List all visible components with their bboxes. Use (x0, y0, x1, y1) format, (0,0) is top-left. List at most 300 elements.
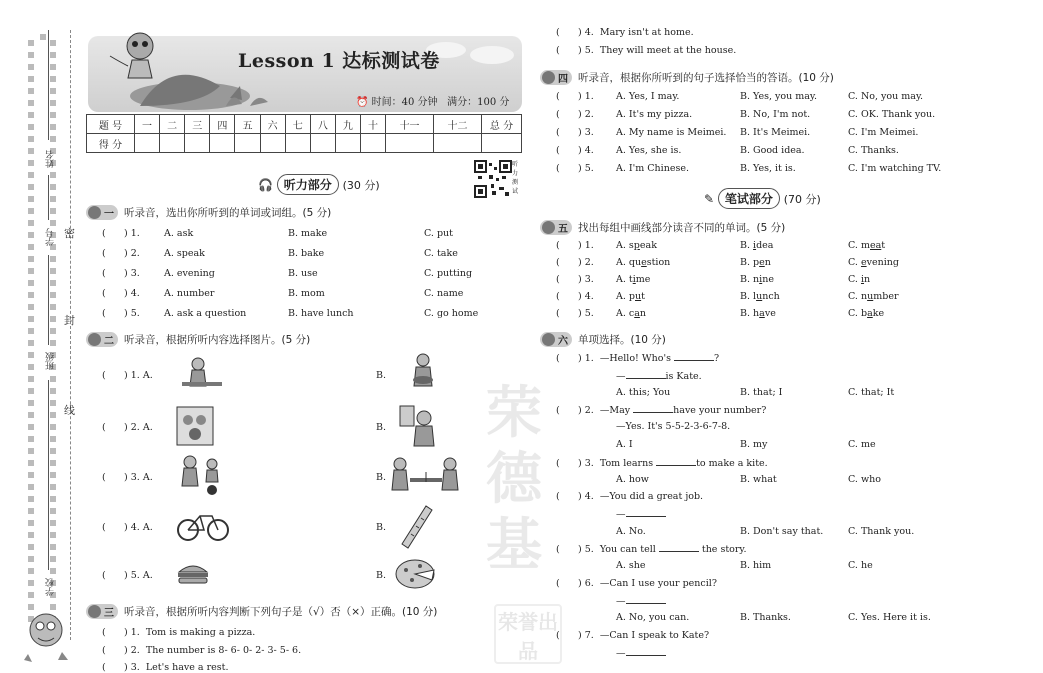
seal-mi: 密 (64, 227, 75, 240)
word-part: p (628, 291, 635, 302)
option-a: A. (142, 370, 153, 381)
score-value-label: 得 分 (87, 134, 135, 153)
question-number: 3. (584, 458, 594, 469)
full-score-label: 满分：100 分 (447, 97, 510, 108)
question-row: ( ) 2. A. (102, 422, 153, 433)
score-header-cell: 七 (285, 115, 310, 134)
answer-bracket[interactable]: ( (102, 370, 106, 381)
class-line (48, 255, 49, 345)
option-a: A. evening (164, 268, 215, 279)
time-label: 时间：40 分钟 (371, 97, 438, 108)
option-letter: A. (616, 274, 629, 285)
option-b: B. Thanks. (740, 612, 791, 623)
question-row: ( ) 5. They will meet at the house. (556, 45, 737, 56)
score-header-cell: 四 (210, 115, 235, 134)
underlined-part: i (860, 274, 865, 285)
question-row: ( ) 3. (102, 268, 140, 279)
option-letter: B. (740, 257, 754, 268)
question-text: is Kate. (665, 371, 702, 382)
option-c (848, 240, 885, 251)
question-row: ( ) 2. —May have your number? (556, 405, 767, 416)
section-3-heading (86, 604, 437, 619)
answer-bracket[interactable]: ( (556, 491, 560, 502)
answer-blank[interactable] (626, 370, 666, 379)
option-letter: C. (848, 240, 861, 251)
question-number: 2. (584, 109, 594, 120)
answer-bracket[interactable]: ( (556, 163, 560, 174)
question-row: ( ) 1. (556, 91, 594, 102)
answer-bracket[interactable]: ( (556, 27, 560, 38)
header-mascot-icon (100, 26, 240, 112)
option-letter: C. (848, 257, 861, 268)
option-a: A. (142, 472, 153, 483)
answer-blank[interactable] (633, 404, 673, 413)
option-c: C. I'm watching TV. (848, 163, 942, 174)
pencil-scroll-icon: ✎ (704, 192, 715, 206)
word-part: c (628, 308, 635, 319)
option-b: B. make (288, 228, 328, 239)
question-text: Tom learns (599, 458, 654, 469)
option-a: A. It's my pizza. (616, 109, 693, 120)
underlined-part: u (635, 291, 642, 302)
question-row: ( ) 3. (556, 127, 594, 138)
option-a: A. this; You (616, 387, 671, 398)
listening-part-title: 听力部分 (277, 174, 339, 195)
option-c: C. OK. Thank you. (848, 109, 936, 120)
option-a: A. My name is Meimei. (616, 127, 727, 138)
section-4-heading (540, 70, 834, 85)
score-input-cell[interactable] (482, 134, 522, 153)
binding-dash-line (70, 30, 71, 640)
question-row: ( ) 7. —Can I speak to Kate? (556, 630, 710, 641)
answer-blank[interactable] (626, 595, 666, 604)
question-row: ( ) 4. (556, 145, 594, 156)
underlined-part: a (759, 308, 765, 319)
section-6-title: 单项选择。(10 分) (578, 334, 666, 346)
question-number: 1. (130, 228, 140, 239)
underlined-part: e (759, 257, 765, 268)
mascot-face-icon (88, 206, 101, 219)
option-letter: B. (740, 308, 754, 319)
option-b: B. It's Meimei. (740, 127, 811, 138)
option-c: C. putting (424, 268, 473, 279)
option-letter: A. (616, 308, 629, 319)
score-input-cell[interactable] (260, 134, 285, 153)
question-row: ( ) 1. A. (102, 370, 153, 381)
question-number: 1. (584, 91, 594, 102)
question-row: ( ) 1. (556, 240, 594, 251)
name-line (48, 30, 49, 140)
boy-with-pizza-icon (406, 352, 440, 392)
question-text: the story. (701, 544, 747, 555)
option-c: C. take (424, 248, 458, 259)
question-number: 5. (584, 544, 594, 555)
option-a (616, 308, 646, 319)
option-b: B. mom (288, 288, 325, 299)
word-part: n (764, 257, 771, 268)
option-a: A. number (164, 288, 215, 299)
name-label: 姓名 (46, 150, 56, 168)
section-1-heading (86, 205, 331, 220)
question-row: ( ) 5. (102, 308, 140, 319)
answer-bracket[interactable]: ( (102, 248, 106, 259)
answer-bracket[interactable]: ( (102, 662, 106, 673)
question-number: 4. (584, 491, 594, 502)
question-row: ( ) 5. You can tell the story. (556, 544, 747, 555)
question-text: — (616, 371, 626, 382)
watermark-char: 德 (486, 446, 542, 512)
question-line (616, 508, 666, 520)
option-c: C. Thank you. (848, 526, 915, 537)
question-number: 3. (584, 127, 594, 138)
section-3-title: 听录音，根据所听内容判断下列句子是（√）否（×）正确。(10 分) (124, 606, 438, 618)
family-photo-icon (176, 406, 214, 446)
section-number: 五 (558, 224, 568, 235)
question-row: ( ) 5. A. (102, 570, 153, 581)
option-a: A. how (616, 474, 649, 485)
answer-bracket[interactable]: ( (556, 127, 560, 138)
question-number: 1. (584, 240, 594, 251)
underlined-part: a (634, 308, 640, 319)
score-input-cell[interactable] (386, 134, 434, 153)
word-part: h (753, 308, 760, 319)
question-text: —Can I use your pencil? (599, 578, 717, 589)
option-a: A. I (616, 439, 633, 450)
score-header-cell: 三 (185, 115, 210, 134)
listening-part-heading (258, 174, 380, 195)
question-row: ( ) 3. A. (102, 472, 153, 483)
option-b: B. (376, 370, 387, 381)
underlined-part: u (867, 291, 874, 302)
cloud-decoration (470, 46, 514, 64)
score-header-cell: 总 分 (482, 115, 522, 134)
option-c: C. who (848, 474, 881, 485)
option-b: B. what (740, 474, 777, 485)
option-a: A. she (616, 560, 646, 571)
option-b (740, 240, 773, 251)
answer-bracket[interactable]: ( (102, 522, 106, 533)
statement: The number is 8- 6- 0- 2- 3- 5- 6. (145, 645, 302, 656)
answer-bracket[interactable]: ( (556, 45, 560, 56)
question-number: 1. (584, 353, 594, 364)
question-text: —Can I speak to Kate? (599, 630, 710, 641)
question-text: have your number? (673, 405, 767, 416)
binding-border (22, 28, 62, 628)
question-number: 3. (584, 274, 594, 285)
underlined-part: ea (870, 240, 882, 251)
option-letter: C. (848, 291, 861, 302)
question-number: 3. (130, 662, 140, 673)
option-c: C. he (848, 560, 873, 571)
option-c: C. me (848, 439, 876, 450)
word-part: qu (628, 257, 642, 268)
watermark-char: 基 (486, 512, 542, 578)
option-a: A. (142, 522, 153, 533)
option-a: A. I'm Chinese. (616, 163, 689, 174)
leaf-decoration-icon (224, 88, 274, 108)
option-c (848, 291, 899, 302)
section-1-title: 听录音，选出你所听到的单词或词组。(5 分) (124, 207, 332, 219)
section-5-title: 找出每组中画线部分读音不同的单词。(5 分) (578, 222, 786, 234)
option-b: B. Yes, you may. (740, 91, 818, 102)
question-text: to make a kite. (696, 458, 768, 469)
answer-blank[interactable] (656, 457, 696, 466)
answer-bracket[interactable]: ( (556, 291, 560, 302)
answer-bracket[interactable]: ( (556, 405, 560, 416)
option-letter: A. (616, 257, 629, 268)
question-row: ( ) 2. The number is 8- 6- 0- 2- 3- 5- 6. (102, 645, 302, 656)
option-b (740, 274, 774, 285)
watermark (486, 380, 566, 578)
score-header-cell: 八 (310, 115, 335, 134)
score-header-cell: 十一 (386, 115, 434, 134)
question-number: 2. (584, 257, 594, 268)
question-row: ( ) 4. Mary isn't at home. (556, 27, 694, 38)
section-2-heading (86, 332, 310, 347)
option-a (616, 257, 670, 268)
score-header-cell: 一 (135, 115, 160, 134)
answer-blank[interactable] (626, 647, 666, 656)
statement: They will meet at the house. (599, 45, 737, 56)
answer-bracket[interactable]: ( (102, 472, 106, 483)
option-c (848, 308, 884, 319)
boy-making-pizza-icon (178, 356, 226, 392)
underlined-part: i (759, 274, 763, 285)
question-line: —Yes. It's 5-5-2-3-6-7-8. (616, 421, 731, 432)
girl-on-phone-icon (398, 404, 438, 448)
answer-bracket[interactable]: ( (556, 240, 560, 251)
question-row: ( ) 3. Tom learns to make a kite. (556, 458, 768, 469)
word-part: s (628, 240, 634, 251)
question-row: ( ) 5. (556, 163, 594, 174)
option-b: B. No, I'm not. (740, 109, 811, 120)
option-a: A. ask (164, 228, 194, 239)
kids-playing-football-icon (176, 454, 226, 496)
question-text: — (616, 596, 626, 607)
option-b: B. Yes, it is. (740, 163, 796, 174)
question-line (616, 370, 702, 382)
score-input-cell[interactable] (185, 134, 210, 153)
question-row: ( ) 5. (556, 308, 594, 319)
statement: Tom is making a pizza. (145, 627, 256, 638)
section-badge (540, 332, 572, 347)
question-number: 2. (584, 405, 594, 416)
answer-bracket[interactable]: ( (556, 109, 560, 120)
option-b: B. use (288, 268, 318, 279)
option-b (740, 308, 776, 319)
question-line (616, 595, 666, 607)
option-c: C. name (424, 288, 464, 299)
word-part: mber (873, 291, 899, 302)
answer-bracket[interactable]: ( (102, 570, 106, 581)
score-header-cell: 题 号 (87, 115, 135, 134)
answer-bracket[interactable]: ( (556, 91, 560, 102)
underlined-part: u (756, 291, 763, 302)
word-part: ke (872, 308, 885, 319)
watermark-char: 荣 (486, 380, 542, 446)
word-part: stion (646, 257, 671, 268)
binding-strip (0, 0, 80, 667)
statement: Let's have a rest. (145, 662, 229, 673)
option-letter: A. (616, 240, 629, 251)
question-row: ( ) 6. —Can I use your pencil? (556, 578, 717, 589)
option-b: B. him (740, 560, 772, 571)
option-letter: A. (616, 291, 629, 302)
score-input-cell[interactable] (285, 134, 310, 153)
word-part: k (651, 240, 657, 251)
question-row: ( ) 3. Let's have a rest. (102, 662, 229, 673)
score-header-cell: 二 (160, 115, 185, 134)
option-a: A. Yes, she is. (616, 145, 682, 156)
question-number: 1. (130, 627, 140, 638)
option-letter: B. (740, 274, 754, 285)
option-b: B. (376, 522, 387, 533)
option-b (740, 291, 780, 302)
answer-bracket[interactable]: ( (102, 228, 106, 239)
score-input-cell[interactable] (160, 134, 185, 153)
word-part: ve (764, 308, 776, 319)
section-number: 二 (104, 336, 114, 347)
class-label: 班级 (46, 352, 56, 370)
score-input-cell[interactable] (235, 134, 260, 153)
answer-bracket[interactable]: ( (102, 268, 106, 279)
option-a (616, 240, 657, 251)
question-text: You can tell (599, 544, 656, 555)
score-input-cell[interactable] (135, 134, 160, 153)
seal-feng: 封 (64, 314, 75, 327)
answer-blank[interactable] (674, 352, 714, 361)
question-number: 5. (584, 163, 594, 174)
score-value-row (87, 134, 522, 153)
answer-bracket[interactable]: ( (556, 544, 560, 555)
option-a: A. No, you can. (616, 612, 690, 623)
question-row: ( ) 4. —You did a great job. (556, 491, 704, 502)
section-number: 三 (104, 608, 114, 619)
answer-bracket[interactable]: ( (102, 422, 106, 433)
question-text: — (616, 509, 626, 520)
option-c: C. I'm Meimei. (848, 127, 919, 138)
section-2-title: 听录音，根据所听内容选择图片。(5 分) (124, 334, 311, 346)
kids-playing-ping-pong-icon (390, 454, 462, 498)
watermark-seal-char: 誉 (518, 610, 538, 634)
question-number: 6. (584, 578, 594, 589)
qr-code-icon[interactable] (474, 160, 512, 198)
answer-bracket[interactable]: ( (556, 458, 560, 469)
answer-bracket[interactable]: ( (102, 645, 106, 656)
option-a (616, 274, 650, 285)
word-part: n (753, 274, 760, 285)
question-number: 3. (130, 268, 140, 279)
question-text: —May (599, 405, 631, 416)
option-c: C. go home (424, 308, 479, 319)
option-c: C. that; It (848, 387, 895, 398)
section-number: 一 (104, 209, 114, 220)
section-badge (540, 70, 572, 85)
score-input-cell[interactable] (310, 134, 335, 153)
listening-part-score: (30 分) (342, 179, 380, 192)
question-row: ( ) 4. A. (102, 522, 153, 533)
question-number: 3. (130, 472, 140, 483)
question-number: 7. (584, 630, 594, 641)
word-part: me (635, 274, 651, 285)
option-b: B. (376, 422, 387, 433)
page-title: Lesson 1 达标测试卷 (238, 50, 440, 72)
answer-bracket[interactable]: ( (556, 630, 560, 641)
time-info (356, 93, 509, 108)
answer-blank[interactable] (659, 543, 699, 552)
option-a: A. (142, 422, 153, 433)
question-text: — (616, 648, 626, 659)
score-header-cell: 九 (335, 115, 360, 134)
pizza-icon (394, 556, 436, 590)
hamburger-icon (176, 560, 210, 588)
section-badge (86, 205, 118, 220)
underlined-part: i (632, 274, 636, 285)
option-b: B. (376, 570, 387, 581)
option-b: B. Don't say that. (740, 526, 824, 537)
question-line (616, 647, 666, 659)
section-4-title: 听录音，根据你所听到的句子选择恰当的答语。(10 分) (578, 72, 834, 84)
question-row: ( ) 1. (102, 228, 140, 239)
answer-bracket[interactable]: ( (102, 308, 106, 319)
question-number: 5. (130, 308, 140, 319)
answer-bracket[interactable]: ( (556, 257, 560, 268)
option-letter: C. (848, 274, 861, 285)
clock-icon: ⏰ (356, 97, 369, 108)
score-table (86, 114, 522, 153)
option-letter: C. (848, 308, 861, 319)
answer-bracket[interactable]: ( (556, 145, 560, 156)
writing-part-score: (70 分) (783, 193, 821, 206)
question-number: 1. (130, 370, 140, 381)
option-a: A. (142, 570, 153, 581)
question-row: ( ) 2. (556, 109, 594, 120)
option-a: A. ask a question (164, 308, 247, 319)
answer-bracket[interactable]: ( (102, 627, 106, 638)
word-part: t (628, 274, 633, 285)
score-header-cell: 六 (260, 115, 285, 134)
answer-bracket[interactable]: ( (556, 353, 560, 364)
question-text: ? (714, 353, 720, 364)
answer-bracket[interactable]: ( (556, 308, 560, 319)
word-part: n (864, 274, 871, 285)
score-input-cell[interactable] (210, 134, 235, 153)
word-part: ne (762, 274, 774, 285)
option-letter: B. (740, 291, 754, 302)
answer-bracket[interactable]: ( (556, 274, 560, 285)
question-row: ( ) 4. (556, 291, 594, 302)
watermark-seal (494, 604, 562, 664)
section-5-heading (540, 220, 785, 235)
score-input-cell[interactable] (360, 134, 385, 153)
answer-bracket[interactable]: ( (102, 288, 106, 299)
option-b (740, 257, 771, 268)
answer-bracket[interactable]: ( (556, 578, 560, 589)
score-header-row (87, 115, 522, 134)
section-badge (86, 604, 118, 619)
score-input-cell[interactable] (335, 134, 360, 153)
answer-blank[interactable] (626, 508, 666, 517)
option-c (848, 257, 899, 268)
option-c: C. Thanks. (848, 145, 899, 156)
option-b: B. bake (288, 248, 325, 259)
question-row: ( ) 1. —Hello! Who's ? (556, 353, 720, 364)
option-c: C. No, you may. (848, 91, 924, 102)
score-input-cell[interactable] (434, 134, 482, 153)
underlined-part: a (867, 308, 873, 319)
option-a: A. Yes, I may. (616, 91, 680, 102)
underlined-part: e (641, 257, 647, 268)
